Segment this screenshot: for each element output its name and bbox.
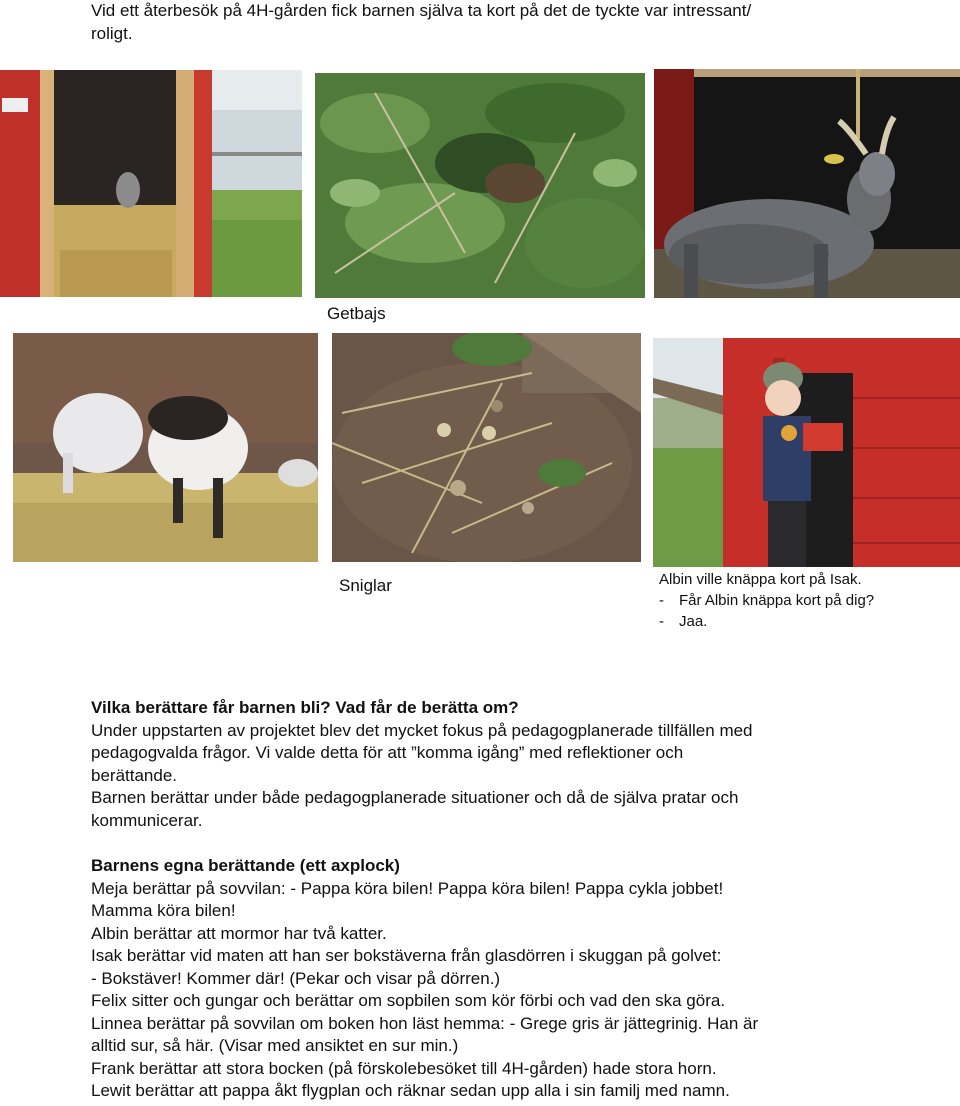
intro-line-2: roligt. [91,23,133,43]
photo-goat [654,69,960,298]
story-line: Frank berättar att stora bocken (på förskolebesöket till 4H-gården) hade stora horn. [91,1058,717,1078]
intro-text [91,0,751,45]
dash-marker: - [659,613,664,630]
caption-sniglar: Sniglar [339,576,392,595]
story-line: Albin berättar att mormor har två katter. [91,923,387,943]
story-line: - Bokstäver! Kommer där! (Pekar och visar på dörren.) [91,968,501,988]
albin-dialogue-line-2 [659,590,874,611]
story-line: Mamma köra bilen! [91,901,236,920]
photo-getbajs [315,73,645,298]
story-line: Lewit berättar att pappa åkt flygplan och räknar sedan upp alla i sin familj med namn. [91,1081,730,1100]
section-storytellers [91,697,931,832]
story-line: Felix sitter och gungar och berättar om sopbilen som kör förbi och vad den ska göra. [91,991,726,1010]
photo-barn-doorway [0,70,302,297]
section-storytellers-line: Barnen berättar under både pedagogplanerade situationer och då de själva pratar och [91,788,739,807]
dash-marker: - [659,592,664,609]
albin-dialogue-line-3 [659,611,874,632]
caption-getbajs: Getbajs [327,304,386,323]
section-storytellers-heading: Vilka berättare får barnen bli? Vad får de berätta om? [91,698,519,717]
albin-dialogue [659,569,874,632]
story-line: Isak berättar vid maten att han ser bokstäverna från glasdörren i skuggan på golvet: [91,946,722,965]
story-line: Linnea berättar på sovvilan om boken hon läst hemma: - Grege gris är jättegrinig. Han är [91,1013,759,1033]
intro-line-1: Vid ett återbesök på 4H-gården fick barnen själva ta kort på det de tyckte var intressant/ [91,1,752,20]
albin-dialogue-question: Får Albin knäppa kort på dig? [679,592,875,609]
section-storytellers-line: berättande. [91,765,178,785]
photo-sniglar [332,333,641,562]
albin-dialogue-line-1: Albin ville knäppa kort på Isak. [659,571,862,588]
story-line: Meja berättar på sovvilan: - Pappa köra bilen! Pappa köra bilen! Pappa cykla jobbet! [91,878,724,898]
section-childrens-stories [91,855,931,1103]
section-storytellers-line: pedagogvalda frågor. Vi valde detta för att ”komma igång” med reflektioner och [91,743,684,762]
section-storytellers-line: Under uppstarten av projektet blev det mycket fokus på pedagogplanerade tillfällen med [91,720,753,740]
photo-goats-straw [13,333,318,562]
section-childrens-stories-heading: Barnens egna berättande (ett axplock) [91,856,400,875]
section-storytellers-line: kommunicerar. [91,810,203,830]
photo-child-shed [653,338,960,567]
albin-dialogue-answer: Jaa. [679,613,708,630]
story-line: alltid sur, så här. (Visar med ansiktet en sur min.) [91,1036,459,1055]
